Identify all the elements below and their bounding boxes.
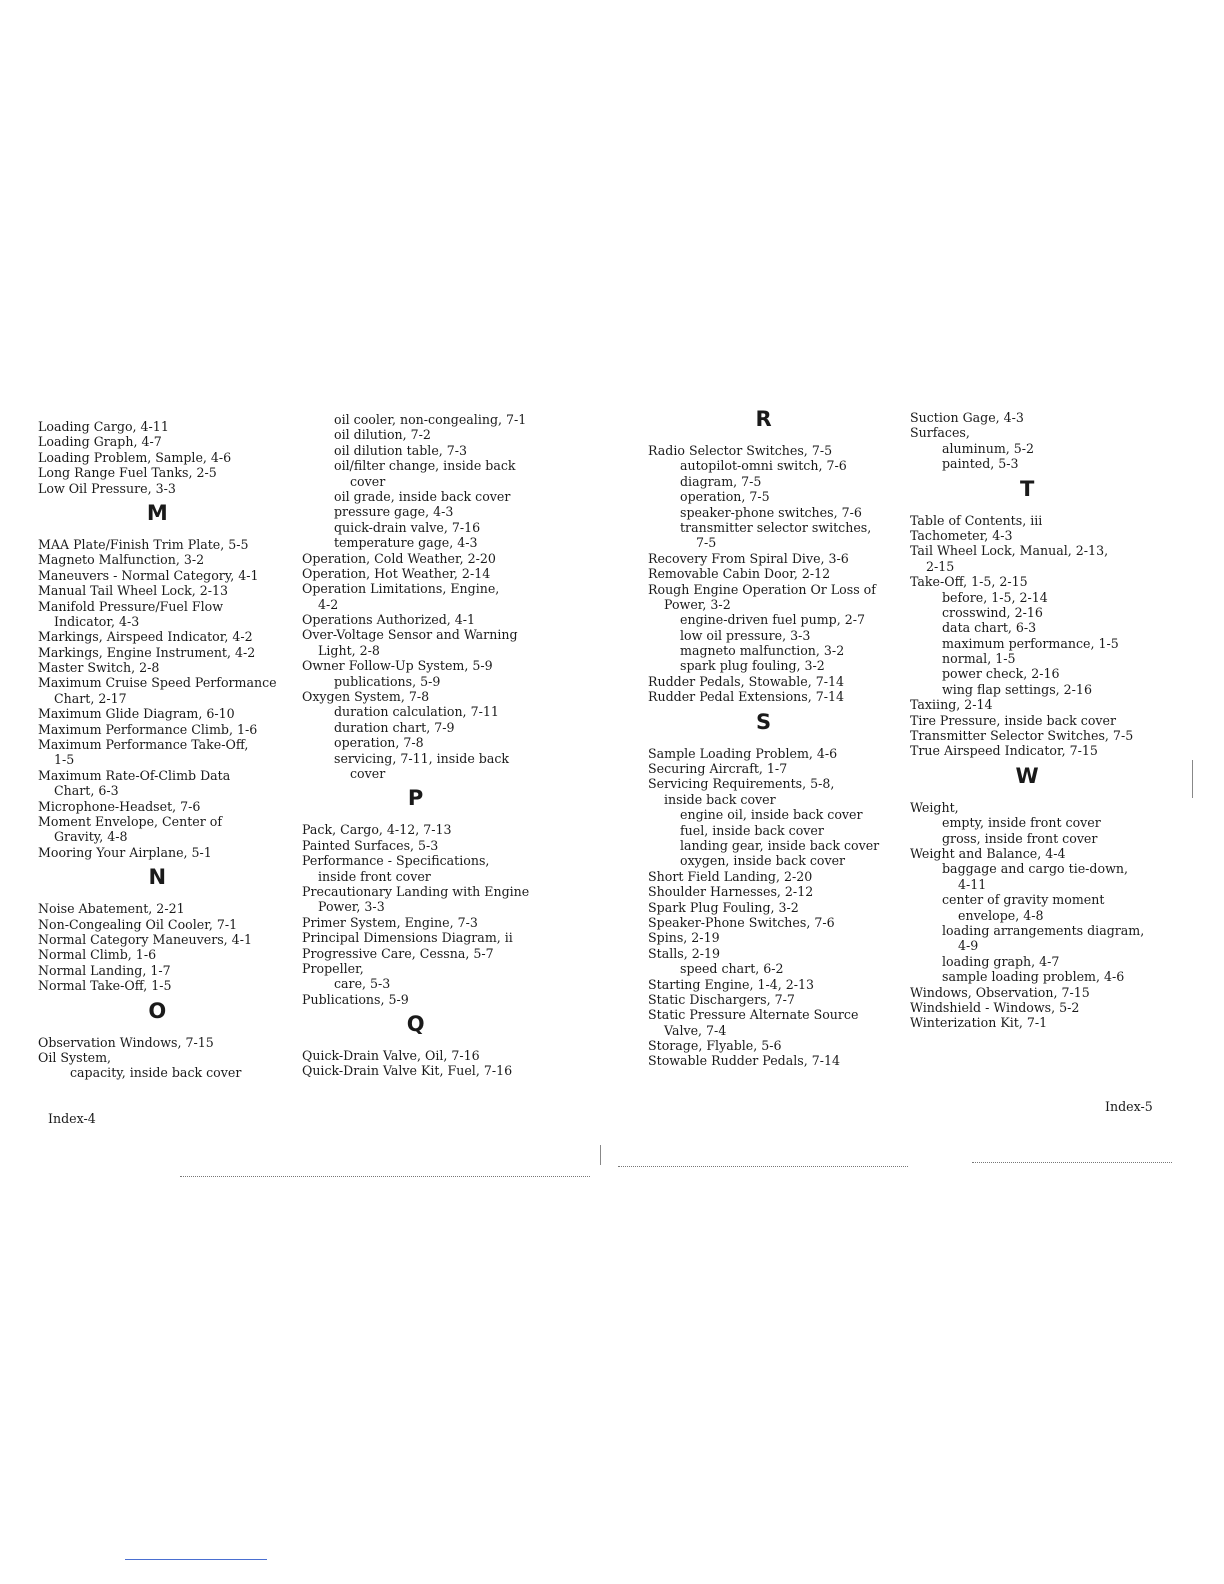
- index-entry: speed chart, 6-2: [680, 961, 784, 977]
- index-entry: Loading Graph, 4-7: [38, 434, 162, 450]
- index-entry: data chart, 6-3: [942, 620, 1037, 636]
- index-entry: oil/filter change, inside back: [334, 458, 516, 474]
- index-entry: Removable Cabin Door, 2-12: [648, 566, 831, 582]
- index-entry: Master Switch, 2-8: [38, 660, 160, 676]
- section-letter: N: [148, 865, 167, 890]
- index-entry: Sample Loading Problem, 4-6: [648, 745, 838, 761]
- index-entry: Propeller,: [302, 960, 364, 976]
- section-letter: O: [148, 998, 167, 1023]
- bottom-edge-rule: [180, 1176, 590, 1177]
- index-entry: Light, 2-8: [318, 642, 380, 658]
- index-entry: Tire Pressure, inside back cover: [910, 712, 1116, 728]
- section-letter: M: [146, 500, 168, 525]
- index-entry: Storage, Flyable, 5-6: [648, 1038, 782, 1054]
- index-entry: Recovery From Spiral Dive, 3-6: [648, 550, 849, 566]
- index-entry: Securing Aircraft, 1-7: [648, 761, 788, 777]
- index-entry: Mooring Your Airplane, 5-1: [38, 844, 212, 860]
- index-entry: Spins, 2-19: [648, 930, 720, 946]
- section-letter: T: [1019, 476, 1035, 501]
- index-entry: Gravity, 4-8: [54, 829, 128, 845]
- index-entry: Operations Authorized, 4-1: [302, 612, 476, 628]
- index-entry: wing flap settings, 2-16: [942, 681, 1092, 697]
- index-entry: transmitter selector switches,: [680, 519, 872, 535]
- index-entry: Windows, Observation, 7-15: [910, 984, 1090, 1000]
- index-entry: inside back cover: [664, 791, 776, 807]
- index-entry: servicing, 7-11, inside back: [334, 750, 510, 766]
- section-letter: R: [755, 407, 772, 431]
- section-letter: W: [1015, 763, 1039, 788]
- index-entry: envelope, 4-8: [958, 907, 1044, 923]
- index-entry: Owner Follow-Up System, 5-9: [302, 658, 493, 674]
- index-entry: baggage and cargo tie-down,: [942, 861, 1128, 877]
- index-entry: fuel, inside back cover: [680, 822, 824, 838]
- bottom-edge-rule: [618, 1166, 908, 1167]
- index-entry: Starting Engine, 1-4, 2-13: [648, 976, 815, 992]
- index-entry: Pack, Cargo, 4-12, 7-13: [302, 822, 452, 838]
- index-entry: care, 5-3: [334, 976, 391, 992]
- spine-mark: [600, 1145, 601, 1165]
- index-entry: Maximum Glide Diagram, 6-10: [38, 706, 235, 722]
- index-entry: operation, 7-5: [680, 489, 770, 505]
- index-entry: center of gravity moment: [942, 892, 1105, 908]
- index-entry: Loading Cargo, 4-11: [38, 419, 169, 434]
- index-entry: Tachometer, 4-3: [910, 527, 1013, 543]
- index-entry: Manifold Pressure/Fuel Flow: [38, 598, 224, 614]
- index-entry: Stalls, 2-19: [648, 945, 721, 961]
- index-entry: sample loading problem, 4-6: [942, 969, 1125, 985]
- index-entry: oil dilution, 7-2: [334, 427, 431, 443]
- bottom-edge-rule: [972, 1162, 1172, 1163]
- index-entry: Moment Envelope, Center of: [38, 813, 223, 829]
- index-entry: engine oil, inside back cover: [680, 807, 863, 823]
- index-entry: Maneuvers - Normal Category, 4-1: [38, 567, 259, 583]
- index-entry: Take-Off, 1-5, 2-15: [910, 574, 1028, 590]
- index-entry: Maximum Cruise Speed Performance: [38, 675, 277, 691]
- index-entry: Rudder Pedal Extensions, 7-14: [648, 689, 845, 705]
- index-entry: Surfaces,: [910, 425, 970, 441]
- index-entry: MAA Plate/Finish Trim Plate, 5-5: [38, 536, 249, 552]
- index-entry: Suction Gage, 4-3: [910, 410, 1024, 425]
- index-entry: Markings, Airspeed Indicator, 4-2: [38, 629, 253, 645]
- index-entry: Long Range Fuel Tanks, 2-5: [38, 465, 217, 481]
- index-entry: maximum performance, 1-5: [942, 635, 1119, 651]
- index-entry: crosswind, 2-16: [942, 604, 1043, 620]
- index-entry: Publications, 5-9: [302, 991, 409, 1007]
- index-entry: Performance - Specifications,: [302, 853, 490, 869]
- index-entry: Static Pressure Alternate Source: [648, 1007, 859, 1023]
- index-entry: landing gear, inside back cover: [680, 837, 880, 853]
- index-entry: Observation Windows, 7-15: [38, 1034, 214, 1050]
- index-entry: Primer System, Engine, 7-3: [302, 914, 478, 930]
- index-entry: Principal Dimensions Diagram, ii: [302, 930, 513, 946]
- index-entry: Normal Climb, 1-6: [38, 947, 157, 963]
- index-entry: Rough Engine Operation Or Loss of: [648, 581, 876, 597]
- index-entry: 1-5: [54, 752, 75, 768]
- footer-rule: [125, 1559, 267, 1560]
- index-entry: Manual Tail Wheel Lock, 2-13: [38, 583, 229, 599]
- index-entry: Non-Congealing Oil Cooler, 7-1: [38, 916, 238, 932]
- index-entry: Radio Selector Switches, 7-5: [648, 443, 833, 458]
- index-column: [302, 412, 529, 1079]
- index-entry: before, 1-5, 2-14: [942, 589, 1048, 605]
- index-entry: Chart, 2-17: [54, 690, 127, 706]
- index-entry: operation, 7-8: [334, 735, 424, 751]
- page-number: Index-4: [48, 1111, 96, 1126]
- index-entry: 7-5: [696, 535, 717, 551]
- index-entry: Spark Plug Fouling, 3-2: [648, 899, 799, 915]
- index-entry: duration calculation, 7-11: [334, 704, 499, 720]
- index-entry: low oil pressure, 3-3: [680, 627, 811, 643]
- index-entry: Noise Abatement, 2-21: [38, 901, 185, 917]
- index-entry: Windshield - Windows, 5-2: [910, 999, 1080, 1015]
- index-entry: Operation Limitations, Engine,: [302, 581, 500, 597]
- index-entry: oxygen, inside back cover: [680, 853, 846, 869]
- index-entry: Rudder Pedals, Stowable, 7-14: [648, 673, 845, 689]
- index-entry: Short Field Landing, 2-20: [648, 868, 813, 884]
- index-entry: speaker-phone switches, 7-6: [680, 504, 862, 520]
- right-page: [612, 0, 1224, 1584]
- index-entry: Normal Take-Off, 1-5: [38, 978, 172, 994]
- index-entry: 2-15: [926, 558, 955, 574]
- index-entry: oil dilution table, 7-3: [334, 442, 468, 458]
- index-entry: Operation, Hot Weather, 2-14: [302, 565, 491, 581]
- index-entry: Quick-Drain Valve Kit, Fuel, 7-16: [302, 1063, 513, 1079]
- index-entry: True Airspeed Indicator, 7-15: [910, 743, 1098, 759]
- index-entry: Power, 3-2: [664, 596, 731, 612]
- index-entry: Maximum Performance Take-Off,: [38, 737, 249, 753]
- section-letter: S: [756, 709, 772, 734]
- index-entry: Maximum Performance Climb, 1-6: [38, 721, 258, 737]
- index-entry: Markings, Engine Instrument, 4-2: [38, 644, 256, 660]
- index-entry: spark plug fouling, 3-2: [680, 658, 825, 674]
- index-entry: Operation, Cold Weather, 2-20: [302, 550, 496, 566]
- index-entry: 4-9: [958, 938, 979, 954]
- index-entry: cover: [350, 473, 386, 489]
- index-entry: Oil System,: [38, 1049, 112, 1065]
- index-entry: gross, inside front cover: [942, 830, 1098, 846]
- index-entry: publications, 5-9: [334, 673, 441, 689]
- index-entry: normal, 1-5: [942, 651, 1016, 667]
- index-entry: Normal Category Maneuvers, 4-1: [38, 931, 252, 947]
- index-entry: Shoulder Harnesses, 2-12: [648, 884, 814, 900]
- index-entry: Quick-Drain Valve, Oil, 7-16: [302, 1048, 480, 1064]
- index-entry: magneto malfunction, 3-2: [680, 643, 845, 659]
- index-entry: diagram, 7-5: [680, 473, 762, 489]
- index-entry: 4-2: [318, 596, 339, 612]
- index-entry: power check, 2-16: [942, 666, 1060, 682]
- index-entry: duration chart, 7-9: [334, 719, 455, 735]
- index-entry: Transmitter Selector Switches, 7-5: [910, 728, 1134, 744]
- index-entry: pressure gage, 4-3: [334, 504, 454, 520]
- index-entry: aluminum, 5-2: [942, 440, 1035, 456]
- index-entry: Loading Problem, Sample, 4-6: [38, 449, 232, 465]
- index-entry: Precautionary Landing with Engine: [302, 883, 530, 899]
- index-entry: Magneto Malfunction, 3-2: [38, 552, 205, 568]
- index-entry: Chart, 6-3: [54, 783, 119, 799]
- index-entry: Taxiing, 2-14: [910, 697, 993, 713]
- index-entry: Weight,: [910, 799, 959, 815]
- section-letter: P: [407, 786, 424, 811]
- index-entry: Over-Voltage Sensor and Warning: [302, 627, 518, 643]
- index-entry: Table of Contents, iii: [910, 512, 1043, 528]
- index-entry: Power, 3-3: [318, 899, 385, 915]
- section-letter: Q: [406, 1012, 425, 1037]
- margin-mark: [1192, 760, 1193, 798]
- index-entry: Tail Wheel Lock, Manual, 2-13,: [910, 543, 1109, 559]
- index-column: [38, 419, 277, 1081]
- index-entry: temperature gage, 4-3: [334, 535, 478, 551]
- index-entry: Weight and Balance, 4-4: [910, 845, 1066, 861]
- index-column: [910, 410, 1144, 1031]
- index-entry: empty, inside front cover: [942, 815, 1101, 831]
- index-entry: loading arrangements diagram,: [942, 922, 1145, 938]
- index-entry: oil grade, inside back cover: [334, 488, 511, 504]
- index-entry: Normal Landing, 1-7: [38, 962, 171, 978]
- index-entry: Servicing Requirements, 5-8,: [648, 776, 835, 792]
- index-entry: Progressive Care, Cessna, 5-7: [302, 945, 494, 961]
- index-entry: painted, 5-3: [942, 456, 1019, 472]
- index-entry: Oxygen System, 7-8: [302, 689, 430, 705]
- index-entry: loading graph, 4-7: [942, 953, 1060, 969]
- index-entry: autopilot-omni switch, 7-6: [680, 458, 847, 474]
- index-entry: Microphone-Headset, 7-6: [38, 798, 201, 814]
- index-entry: engine-driven fuel pump, 2-7: [680, 612, 865, 628]
- index-entry: Winterization Kit, 7-1: [910, 1015, 1048, 1031]
- page-number: Index-5: [1105, 1099, 1153, 1114]
- index-entry: Stowable Rudder Pedals, 7-14: [648, 1053, 841, 1069]
- index-entry: Static Dischargers, 7-7: [648, 991, 795, 1007]
- index-entry: Painted Surfaces, 5-3: [302, 837, 439, 853]
- index-entry: Valve, 7-4: [664, 1022, 727, 1038]
- index-entry: oil cooler, non-congealing, 7-1: [334, 412, 527, 427]
- index-column: [648, 402, 879, 1069]
- index-entry: Low Oil Pressure, 3-3: [38, 480, 176, 496]
- index-entry: Speaker-Phone Switches, 7-6: [648, 914, 835, 930]
- index-entry: 4-11: [958, 876, 987, 892]
- index-entry: cover: [350, 765, 386, 781]
- index-entry: Indicator, 4-3: [54, 613, 140, 629]
- index-entry: inside front cover: [318, 868, 431, 884]
- index-entry: Maximum Rate-Of-Climb Data: [38, 767, 231, 783]
- index-entry: capacity, inside back cover: [70, 1065, 242, 1081]
- index-entry: quick-drain valve, 7-16: [334, 519, 481, 535]
